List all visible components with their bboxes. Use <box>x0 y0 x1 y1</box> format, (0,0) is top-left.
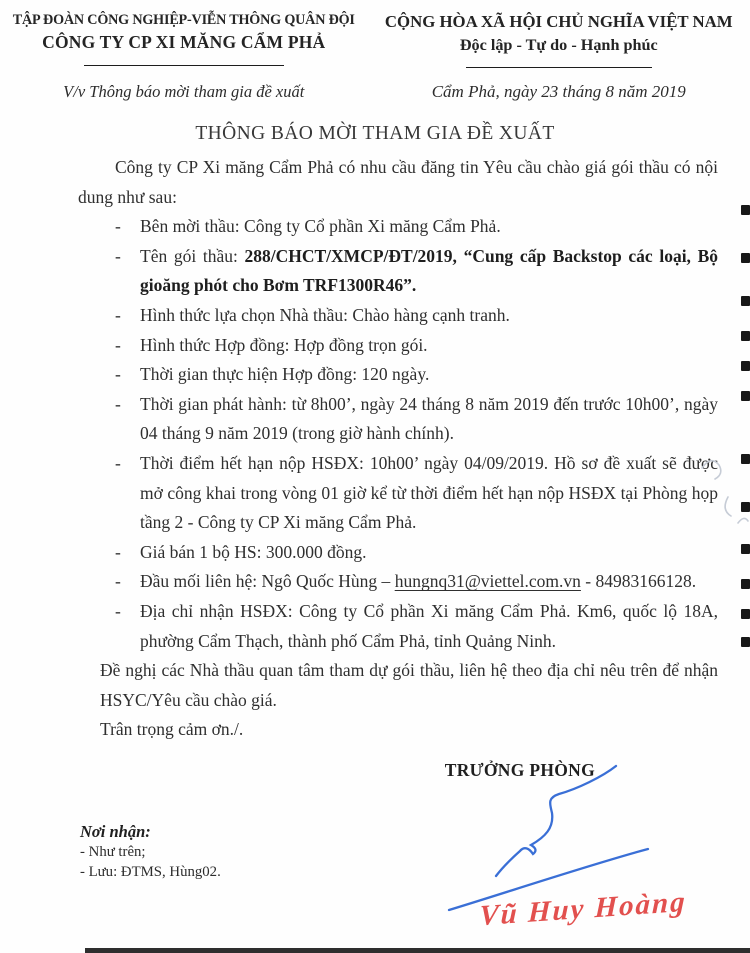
list-item <box>78 331 718 361</box>
signer-title: TRƯỞNG PHÒNG <box>444 759 595 780</box>
scan-artifact-tick <box>741 579 750 589</box>
dash-bullet: - <box>115 452 121 473</box>
recipients-items <box>80 842 221 882</box>
list-item-text: - 84983166128. <box>580 571 697 592</box>
thanks-line: Trân trọng cảm ơn./. <box>100 719 244 740</box>
scan-artifact-tick <box>741 502 750 512</box>
document-body <box>0 145 750 785</box>
signer-name-stamp: Vũ Huy Hoàng <box>478 885 688 933</box>
list-item-text: 288/CHCT/XMCP/ĐT/2019, “Cung cấp Backstop các loại, Bộ gioăng phót cho Bơm TRF1300R46”. <box>140 245 718 296</box>
list-item <box>78 360 718 390</box>
list-item <box>78 301 718 331</box>
recipients-block <box>80 822 221 882</box>
scan-artifact-tick <box>741 296 750 306</box>
national-motto-line1: CỘNG HÒA XÃ HỘI CHỦ NGHĨA VIỆT NAM <box>384 12 733 31</box>
recipients-label: Nơi nhận: <box>80 822 151 841</box>
list-item <box>78 390 718 449</box>
org-company-name: CÔNG TY CP XI MĂNG CẨM PHẢ <box>42 32 326 52</box>
list-item <box>78 538 718 568</box>
document-title: THÔNG BÁO MỜI THAM GIA ĐỀ XUẤT <box>195 123 555 144</box>
header-left-rule <box>84 65 284 66</box>
dash-bullet: - <box>115 571 121 592</box>
scan-artifact-tick <box>741 454 750 464</box>
dash-bullet: - <box>115 541 121 562</box>
closing-paragraph: Đề nghị các Nhà thầu quan tâm tham dự gói thầu, liên hệ theo địa chỉ nêu trên để nhận HSYC/Yêu cầu chào giá. <box>100 660 718 710</box>
scan-artifact-tick <box>741 391 750 401</box>
list-item-text: Bên mời thầu: Công ty Cổ phần Xi măng Cẩm Phả. <box>140 216 501 237</box>
dash-bullet: - <box>115 393 121 414</box>
dash-bullet: - <box>115 364 121 385</box>
list-item-text: Thời điểm hết hạn nộp HSĐX: 10h00’ ngày 04/09/2019. Hồ sơ đề xuất sẽ được mở công khai trong vòng 01 giờ kể từ thời điểm hết hạn nộp HSĐX tại Phòng họp tầng 2 - Công ty CP Xi măng Cẩm Phả. <box>140 452 718 533</box>
list-item-text: Hình thức lựa chọn Nhà thầu: Chào hàng cạnh tranh. <box>140 304 510 325</box>
org-parent-name: TẬP ĐOÀN CÔNG NGHIỆP-VIỄN THÔNG QUÂN ĐỘI <box>12 12 355 28</box>
scan-artifact-tick <box>741 637 750 647</box>
list-item-text: Đầu mối liên hệ: Ngô Quốc Hùng – <box>140 571 395 592</box>
list-item <box>78 212 718 242</box>
list-item <box>78 567 718 597</box>
recipient-item: - Như trên; <box>80 844 146 860</box>
scan-artifact-tick <box>741 205 750 215</box>
list-item-text: Tên gói thầu: <box>140 245 245 266</box>
list-item-text: Thời gian phát hành: từ 8h00’, ngày 24 tháng 8 năm 2019 đến trước 10h00’, ngày 04 tháng 9 năm 2019 (trong giờ hành chính). <box>140 393 718 444</box>
dash-bullet: - <box>115 245 121 266</box>
document-header <box>0 12 750 102</box>
scan-artifact-bottom-bar <box>85 948 750 953</box>
list-item-text: Hình thức Hợp đồng: Hợp đồng trọn gói. <box>140 334 428 355</box>
list-item-text: Thời gian thực hiện Hợp đồng: 120 ngày. <box>140 364 430 385</box>
scan-artifact-tick <box>741 361 750 371</box>
list-item <box>78 242 718 301</box>
bullet-list <box>78 212 718 656</box>
scan-artifact-tick <box>741 331 750 341</box>
intro-paragraph: Công ty CP Xi măng Cẩm Phả có nhu cầu đăng tin Yêu cầu chào giá gói thầu có nội dung như sau: <box>78 157 718 207</box>
dash-bullet: - <box>115 304 121 325</box>
recipient-item: - Lưu: ĐTMS, Hùng02. <box>80 864 221 880</box>
scan-artifact-tick <box>741 253 750 263</box>
list-item-text: Giá bán 1 bộ HS: 300.000 đồng. <box>140 541 367 562</box>
dash-bullet: - <box>115 334 121 355</box>
national-motto-line2: Độc lập - Tự do - Hạnh phúc <box>459 36 658 54</box>
scan-artifact-tick <box>741 544 750 554</box>
document-subject: V/v Thông báo mời tham gia đề xuất <box>63 82 305 101</box>
header-right-rule <box>466 67 652 68</box>
list-item-text: Địa chỉ nhận HSĐX: Công ty Cổ phần Xi măng Cẩm Phả. Km6, quốc lộ 18A, phường Cẩm Thạch, thành phố Cẩm Phả, tỉnh Quảng Ninh. <box>140 600 718 651</box>
list-item <box>78 449 718 538</box>
header-left-block <box>0 12 368 102</box>
place-date-line: Cẩm Phả, ngày 23 tháng 8 năm 2019 <box>431 82 686 101</box>
dash-bullet: - <box>115 216 121 237</box>
list-item <box>78 597 718 656</box>
contact-email: hungnq31@viettel.com.vn <box>394 571 581 592</box>
header-right-block <box>368 12 750 102</box>
scan-artifact-tick <box>741 609 750 619</box>
dash-bullet: - <box>115 600 121 621</box>
